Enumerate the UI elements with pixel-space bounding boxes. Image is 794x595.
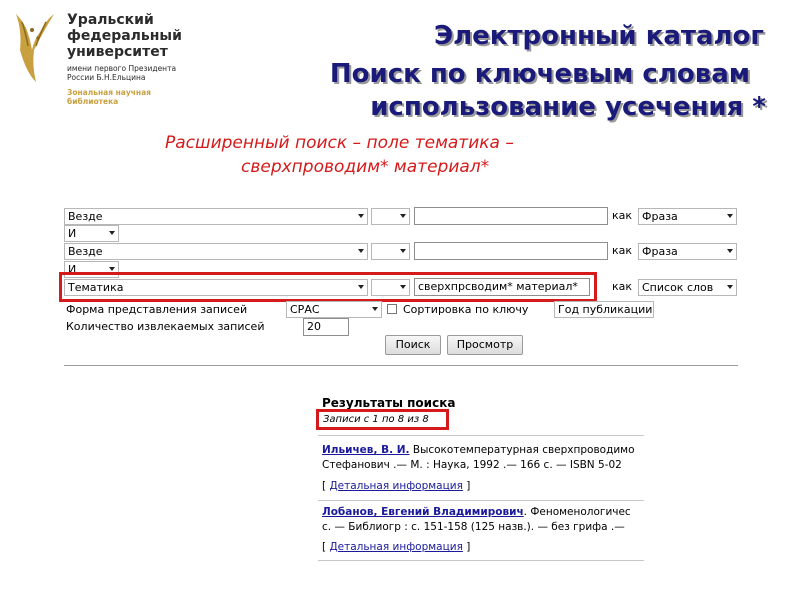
result-item-2-title: . Феноменологичес [523, 506, 631, 518]
page-title-line1: Электронный каталог [434, 21, 764, 51]
result-item-2-line2: с. — Библиогр : с. 151-158 (125 назв.). — без грифа .— [322, 521, 625, 533]
qualifier-select-1[interactable] [371, 208, 410, 225]
qualifier-select-2[interactable] [371, 243, 410, 260]
logo-name-line3: университет [67, 44, 168, 60]
match-mode-select-2[interactable] [638, 243, 737, 260]
result-item-2-author-link[interactable]: Лобанов, Евгений Владимирович [322, 506, 524, 518]
chevron-down-icon [727, 214, 733, 218]
logo-name-line1: Уральский [67, 12, 154, 28]
match-mode-select-3[interactable] [638, 279, 737, 296]
university-logo-emblem [12, 10, 58, 86]
format-select[interactable] [286, 301, 382, 318]
field-select-1[interactable] [64, 208, 368, 225]
results-divider [318, 560, 644, 561]
match-mode-select-1[interactable] [638, 208, 737, 225]
chevron-down-icon [358, 214, 364, 218]
subtitle-line1: Расширенный поиск – поле тематика – [165, 133, 514, 153]
page-title-line3: использование усечения * [370, 92, 766, 122]
count-label: Количество извлекаемых записей [66, 320, 265, 333]
chevron-down-icon [400, 214, 406, 218]
result-item-1-line1 [322, 444, 644, 456]
result-item-1-author-link[interactable]: Ильичев, В. И. [322, 444, 410, 456]
format-label: Форма представления записей [66, 303, 248, 316]
results-divider [318, 500, 644, 501]
match-mode-select-1-value: Фраза [642, 210, 678, 223]
page-title-line2: Поиск по ключевым словам [329, 59, 750, 89]
chevron-down-icon [727, 285, 733, 289]
chevron-down-icon [358, 249, 364, 253]
chevron-down-icon [727, 249, 733, 253]
result-item-1-title: Высокотемпературная сверхпроводимо [409, 444, 635, 456]
format-select-value: СРАС [290, 303, 320, 316]
logo-library-line1: Зональная научная [67, 88, 151, 97]
sort-select-value: Год публикации [558, 303, 653, 316]
result-item-2-details-link[interactable]: Детальная информация [329, 541, 463, 553]
chevron-down-icon [109, 231, 115, 235]
operator-select-2-value: И [68, 263, 77, 276]
results-title: Результаты поиска [322, 396, 456, 410]
result-item-2-details: [ Детальная информация ] [322, 541, 471, 553]
logo-subtitle-line1: имени первого Президента [67, 64, 177, 73]
view-button[interactable]: Просмотр [447, 335, 523, 355]
field-select-1-value: Везде [68, 210, 103, 223]
search-term-input-1[interactable] [414, 207, 608, 225]
match-mode-select-3-value: Список слов [642, 281, 714, 294]
results-divider [318, 435, 644, 436]
match-mode-select-2-value: Фраза [642, 245, 678, 258]
subtitle-line2: сверхпроводим* материал* [241, 157, 490, 177]
sort-checkbox[interactable] [387, 304, 397, 314]
highlight-box-search-row [59, 272, 597, 302]
results-range: Записи с 1 по 8 из 8 [323, 414, 429, 425]
field-select-2-value: Везде [68, 245, 103, 258]
chevron-down-icon [109, 267, 115, 271]
chevron-down-icon [400, 249, 406, 253]
kak-label-2: как [612, 244, 633, 257]
kak-label-1: как [612, 209, 633, 222]
field-select-3-value: Тематика [68, 281, 124, 294]
result-item-2-line1 [322, 506, 644, 518]
sort-select[interactable] [554, 301, 654, 318]
kak-label-3: как [612, 280, 633, 293]
search-term-input-2[interactable] [414, 242, 608, 260]
chevron-down-icon [372, 307, 378, 311]
logo-library-line2: библиотека [67, 97, 119, 106]
highlight-box-results-count [316, 409, 449, 430]
sort-label: Сортировка по ключу [403, 303, 529, 316]
field-select-2[interactable] [64, 243, 368, 260]
result-item-1-details-link[interactable]: Детальная информация [329, 480, 463, 492]
operator-select-1[interactable] [64, 225, 119, 242]
result-item-1-line2: Стефанович .— М. : Наука, 1992 .— 166 с. — ISBN 5-02 [322, 459, 622, 471]
result-item-1-details: [ Детальная информация ] [322, 480, 471, 492]
operator-select-1-value: И [68, 227, 77, 240]
count-input[interactable]: 20 [303, 318, 349, 336]
divider [64, 365, 738, 366]
search-button[interactable]: Поиск [385, 335, 441, 355]
logo-subtitle-line2: России Б.Н.Ельцина [67, 73, 146, 82]
search-term-input-3[interactable]: сверхпрсводим* материал* [414, 278, 590, 296]
logo-name-line2: федеральный [67, 28, 182, 44]
